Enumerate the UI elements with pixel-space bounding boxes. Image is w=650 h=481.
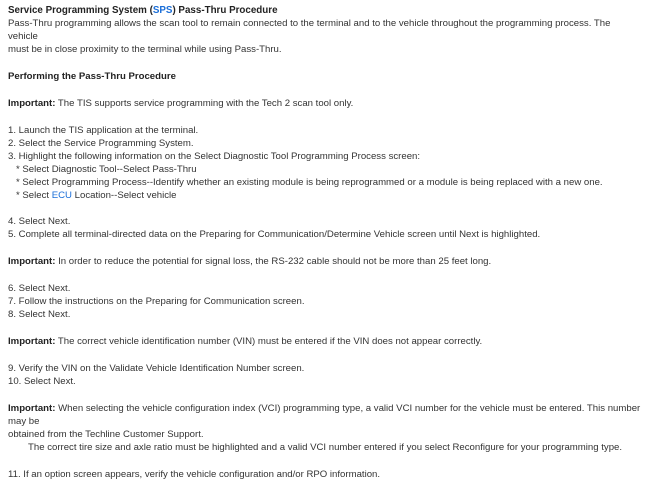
- important-label: Important:: [8, 256, 56, 267]
- step-7: 7. Follow the instructions on the Preparing for Communication screen.: [8, 296, 305, 307]
- important-label: Important:: [8, 336, 56, 347]
- bullet-text: * Select: [16, 190, 52, 201]
- step-4: 4. Select Next.: [8, 216, 71, 227]
- important-note-4: [8, 402, 642, 428]
- important-label: Important:: [8, 98, 56, 109]
- title-text: Service Programming System (: [8, 5, 153, 16]
- important-note-4-line-3: The correct tire size and axle ratio must be highlighted and a valid VCI number entered if you select Reconfigure for your programming type.: [28, 442, 623, 453]
- bullet-programming-process: * Select Programming Process--Identify whether an existing module is being reprogrammed or a module is being replaced with a new one.: [16, 177, 603, 188]
- sps-link[interactable]: SPS: [152, 5, 173, 16]
- important-note-1: [8, 97, 642, 110]
- step-2: 2. Select the Service Programming System.: [8, 138, 194, 149]
- title-text-end: ) Pass-Thru Procedure: [172, 5, 278, 16]
- important-note-4-line-2: obtained from the Techline Customer Support.: [8, 429, 204, 440]
- step-10: 10. Select Next.: [8, 376, 76, 387]
- page-title: [8, 4, 642, 17]
- intro-line-2: must be in close proximity to the terminal while using Pass-Thru.: [8, 44, 282, 55]
- step-9: 9. Verify the VIN on the Validate Vehicle Identification Number screen.: [8, 363, 305, 374]
- important-note-3: [8, 335, 642, 348]
- ecu-link[interactable]: ECU: [51, 190, 72, 201]
- bullet-ecu-location: [16, 189, 642, 202]
- step-5: 5. Complete all terminal-directed data on the Preparing for Communication/Determine Vehicle screen until Next is highlighted.: [8, 229, 541, 240]
- intro-line-1: Pass-Thru programming allows the scan tool to remain connected to the terminal and to the vehicle throughout the programming process. The vehicle: [8, 18, 611, 42]
- important-text: The TIS supports service programming with the Tech 2 scan tool only.: [55, 98, 354, 109]
- step-3: 3. Highlight the following information on the Select Diagnostic Tool Programming Process screen:: [8, 151, 421, 162]
- bullet-text-end: Location--Select vehicle: [72, 190, 177, 201]
- important-note-2: [8, 255, 642, 268]
- step-11: 11. If an option screen appears, verify the vehicle configuration and/or RPO information.: [8, 469, 381, 480]
- important-label: Important:: [8, 403, 56, 414]
- important-text: The correct vehicle identification number (VIN) must be entered if the VIN does not appear correctly.: [55, 336, 483, 347]
- step-1: 1. Launch the TIS application at the terminal.: [8, 125, 199, 136]
- section-heading: Performing the Pass-Thru Procedure: [8, 71, 176, 82]
- important-text: When selecting the vehicle configuration index (VCI) programming type, a valid VCI number for the vehicle must be entered. This number may be: [8, 403, 641, 427]
- step-6: 6. Select Next.: [8, 283, 71, 294]
- important-text: In order to reduce the potential for signal loss, the RS-232 cable should not be more than 25 feet long.: [55, 256, 492, 267]
- step-8: 8. Select Next.: [8, 309, 71, 320]
- bullet-diagnostic-tool: * Select Diagnostic Tool--Select Pass-Thru: [16, 164, 197, 175]
